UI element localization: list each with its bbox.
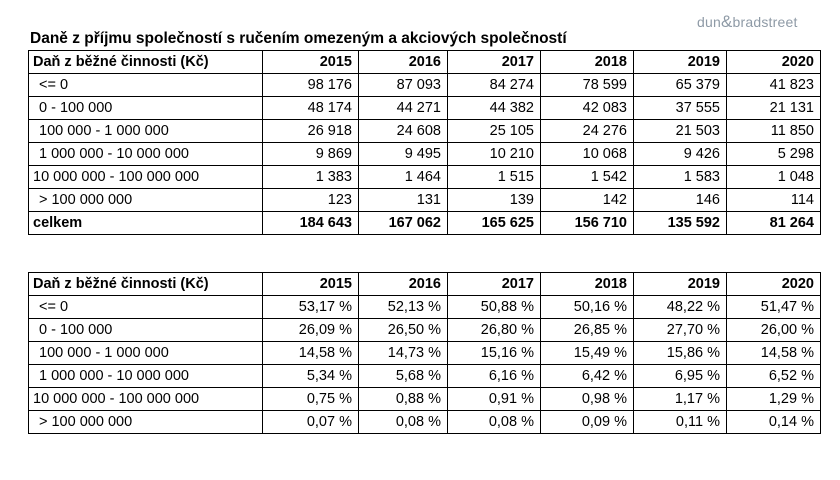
logo-text-left: dun <box>697 14 721 30</box>
table-row <box>29 365 821 388</box>
value-cell: 0,08 % <box>448 411 541 434</box>
value-cell: 26,00 % <box>727 319 821 342</box>
counts-table <box>28 50 821 235</box>
table-row <box>29 342 821 365</box>
row-label-cell: 0 - 100 000 <box>29 97 263 120</box>
value-cell: 98 176 <box>263 74 359 97</box>
value-cell: 2018 <box>541 273 634 296</box>
value-cell: 87 093 <box>359 74 448 97</box>
value-cell: 81 264 <box>727 212 821 235</box>
value-cell: 15,49 % <box>541 342 634 365</box>
total-row <box>29 212 821 235</box>
value-cell: 21 503 <box>634 120 727 143</box>
table-row <box>29 120 821 143</box>
table-row <box>29 189 821 212</box>
value-cell: 2019 <box>634 273 727 296</box>
value-cell: 10 068 <box>541 143 634 166</box>
value-cell: 156 710 <box>541 212 634 235</box>
value-cell: 184 643 <box>263 212 359 235</box>
value-cell: 50,88 % <box>448 296 541 319</box>
value-cell: 15,86 % <box>634 342 727 365</box>
value-cell: 167 062 <box>359 212 448 235</box>
value-cell: 1,17 % <box>634 388 727 411</box>
page-title: Daně z příjmu společností s ručením omezeným a akciových společností <box>30 30 567 47</box>
row-label-cell: > 100 000 000 <box>29 411 263 434</box>
brand-logo <box>697 12 798 32</box>
value-cell: 165 625 <box>448 212 541 235</box>
row-label-cell: 1 000 000 - 10 000 000 <box>29 365 263 388</box>
value-cell: 2020 <box>727 273 821 296</box>
value-cell: 123 <box>263 189 359 212</box>
value-cell: 48,22 % <box>634 296 727 319</box>
value-cell: 26 918 <box>263 120 359 143</box>
row-label-cell: <= 0 <box>29 296 263 319</box>
row-label-cell: Daň z běžné činnosti (Kč) <box>29 273 263 296</box>
row-label-cell: 10 000 000 - 100 000 000 <box>29 166 263 189</box>
value-cell: 1 464 <box>359 166 448 189</box>
value-cell: 78 599 <box>541 74 634 97</box>
header-row <box>29 51 821 74</box>
value-cell: 25 105 <box>448 120 541 143</box>
value-cell: 24 276 <box>541 120 634 143</box>
value-cell: 42 083 <box>541 97 634 120</box>
table-row <box>29 319 821 342</box>
value-cell: 0,07 % <box>263 411 359 434</box>
value-cell: 51,47 % <box>727 296 821 319</box>
row-label-cell: celkem <box>29 212 263 235</box>
value-cell: 6,16 % <box>448 365 541 388</box>
value-cell: 9 495 <box>359 143 448 166</box>
table-row <box>29 97 821 120</box>
row-label-cell: 0 - 100 000 <box>29 319 263 342</box>
value-cell: 1 383 <box>263 166 359 189</box>
value-cell: 1 583 <box>634 166 727 189</box>
value-cell: 5,34 % <box>263 365 359 388</box>
value-cell: 44 271 <box>359 97 448 120</box>
value-cell: 6,52 % <box>727 365 821 388</box>
value-cell: 44 382 <box>448 97 541 120</box>
value-cell: 131 <box>359 189 448 212</box>
value-cell: 15,16 % <box>448 342 541 365</box>
value-cell: 21 131 <box>727 97 821 120</box>
value-cell: 2019 <box>634 51 727 74</box>
value-cell: 48 174 <box>263 97 359 120</box>
table-row <box>29 74 821 97</box>
value-cell: 65 379 <box>634 74 727 97</box>
value-cell: 1,29 % <box>727 388 821 411</box>
value-cell: 139 <box>448 189 541 212</box>
value-cell: 10 210 <box>448 143 541 166</box>
table-row <box>29 166 821 189</box>
value-cell: 2015 <box>263 273 359 296</box>
value-cell: 1 515 <box>448 166 541 189</box>
value-cell: 2020 <box>727 51 821 74</box>
row-label-cell: 10 000 000 - 100 000 000 <box>29 388 263 411</box>
value-cell: 2017 <box>448 273 541 296</box>
value-cell: 37 555 <box>634 97 727 120</box>
value-cell: 26,50 % <box>359 319 448 342</box>
value-cell: 6,95 % <box>634 365 727 388</box>
table-row <box>29 411 821 434</box>
table-row <box>29 388 821 411</box>
value-cell: 114 <box>727 189 821 212</box>
value-cell: 9 869 <box>263 143 359 166</box>
value-cell: 53,17 % <box>263 296 359 319</box>
row-label-cell: 1 000 000 - 10 000 000 <box>29 143 263 166</box>
value-cell: 0,08 % <box>359 411 448 434</box>
value-cell: 5 298 <box>727 143 821 166</box>
value-cell: 1 542 <box>541 166 634 189</box>
value-cell: 135 592 <box>634 212 727 235</box>
value-cell: 24 608 <box>359 120 448 143</box>
value-cell: 2018 <box>541 51 634 74</box>
percent-table <box>28 272 821 434</box>
value-cell: 0,09 % <box>541 411 634 434</box>
value-cell: 1 048 <box>727 166 821 189</box>
value-cell: 0,75 % <box>263 388 359 411</box>
value-cell: 0,14 % <box>727 411 821 434</box>
value-cell: 27,70 % <box>634 319 727 342</box>
value-cell: 50,16 % <box>541 296 634 319</box>
value-cell: 14,58 % <box>263 342 359 365</box>
logo-text-right: bradstreet <box>732 14 798 30</box>
value-cell: 84 274 <box>448 74 541 97</box>
value-cell: 11 850 <box>727 120 821 143</box>
value-cell: 2015 <box>263 51 359 74</box>
table-row <box>29 143 821 166</box>
value-cell: 0,11 % <box>634 411 727 434</box>
value-cell: 142 <box>541 189 634 212</box>
value-cell: 0,98 % <box>541 388 634 411</box>
value-cell: 2016 <box>359 273 448 296</box>
row-label-cell: 100 000 - 1 000 000 <box>29 342 263 365</box>
row-label-cell: Daň z běžné činnosti (Kč) <box>29 51 263 74</box>
value-cell: 2017 <box>448 51 541 74</box>
value-cell: 14,58 % <box>727 342 821 365</box>
value-cell: 0,88 % <box>359 388 448 411</box>
value-cell: 41 823 <box>727 74 821 97</box>
header-row <box>29 273 821 296</box>
row-label-cell: 100 000 - 1 000 000 <box>29 120 263 143</box>
value-cell: 26,80 % <box>448 319 541 342</box>
logo-ampersand: & <box>720 12 733 31</box>
row-label-cell: > 100 000 000 <box>29 189 263 212</box>
value-cell: 9 426 <box>634 143 727 166</box>
value-cell: 26,09 % <box>263 319 359 342</box>
value-cell: 2016 <box>359 51 448 74</box>
value-cell: 14,73 % <box>359 342 448 365</box>
value-cell: 6,42 % <box>541 365 634 388</box>
value-cell: 52,13 % <box>359 296 448 319</box>
value-cell: 146 <box>634 189 727 212</box>
value-cell: 0,91 % <box>448 388 541 411</box>
table-row <box>29 296 821 319</box>
value-cell: 5,68 % <box>359 365 448 388</box>
row-label-cell: <= 0 <box>29 74 263 97</box>
value-cell: 26,85 % <box>541 319 634 342</box>
